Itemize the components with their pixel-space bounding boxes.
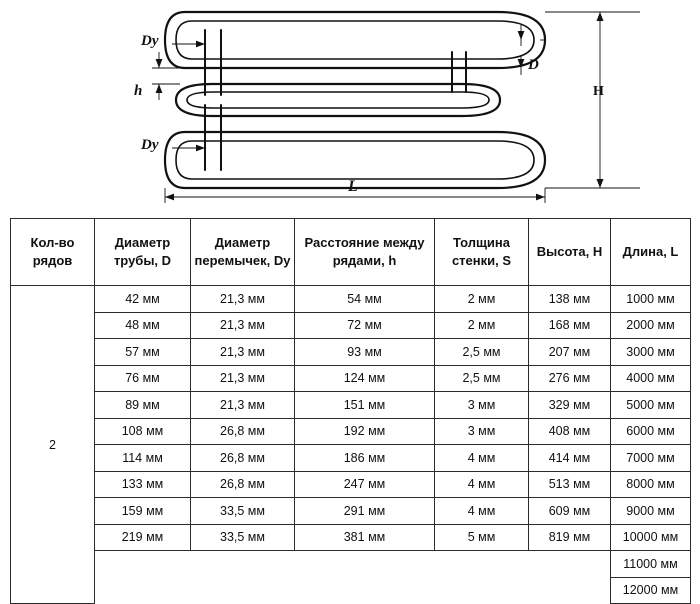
cell-pipe-diameter: 76 мм xyxy=(95,365,191,392)
dimension-arrows xyxy=(156,12,604,200)
dimension-label-d: D xyxy=(528,57,539,73)
cell-wall-thickness: 3 мм xyxy=(435,418,529,445)
spec-table-body xyxy=(11,286,691,604)
header-height: Высота, H xyxy=(529,219,611,286)
cell-row-spacing: 291 мм xyxy=(295,498,435,525)
register-drawing xyxy=(0,0,700,210)
spec-table-head xyxy=(11,219,691,286)
spec-table xyxy=(10,218,691,604)
header-pipe-diameter: Диаметр трубы, D xyxy=(95,219,191,286)
cell-wall-thickness: 4 мм xyxy=(435,498,529,525)
dimension-label-h-gap: h xyxy=(134,83,143,99)
table-row xyxy=(11,524,691,551)
cell-wall-thickness: 4 мм xyxy=(435,445,529,472)
table-row xyxy=(11,471,691,498)
spec-table-container xyxy=(10,218,690,604)
cell-row-spacing: 192 мм xyxy=(295,418,435,445)
cell-length: 2000 мм xyxy=(611,312,691,339)
cell-height: 414 мм xyxy=(529,445,611,472)
cell-length: 10000 мм xyxy=(611,524,691,551)
bottom-pipe-inner xyxy=(176,141,534,179)
cell-jumper-diameter: 21,3 мм xyxy=(191,312,295,339)
cell-wall-thickness: 4 мм xyxy=(435,471,529,498)
table-row xyxy=(11,418,691,445)
cell-row-spacing: 151 мм xyxy=(295,392,435,419)
cell-jumper-diameter: 21,3 мм xyxy=(191,339,295,366)
dimension-label-h-total: H xyxy=(593,84,604,99)
dy-leader-arrows xyxy=(196,41,205,152)
cell-wall-thickness: 3 мм xyxy=(435,392,529,419)
cell-jumper-diameter: 26,8 мм xyxy=(191,445,295,472)
dimension-label-l: L xyxy=(348,178,358,195)
cell-jumper-diameter: 26,8 мм xyxy=(191,471,295,498)
cell-row-spacing: 381 мм xyxy=(295,524,435,551)
table-row xyxy=(11,286,691,313)
header-rows-count: Кол-во рядов xyxy=(11,219,95,286)
top-pipe-inner xyxy=(176,21,534,59)
cell-pipe-diameter: 108 мм xyxy=(95,418,191,445)
table-row xyxy=(11,339,691,366)
cell-height: 408 мм xyxy=(529,418,611,445)
cell-jumper-diameter: 21,3 мм xyxy=(191,365,295,392)
table-row xyxy=(11,365,691,392)
dimension-label-dy-top: Dy xyxy=(141,33,159,49)
cell-pipe-diameter: 133 мм xyxy=(95,471,191,498)
table-header-row xyxy=(11,219,691,286)
cell-length: 12000 мм xyxy=(611,577,691,604)
cell-pipe-diameter: 57 мм xyxy=(95,339,191,366)
cell-jumper-diameter: 21,3 мм xyxy=(191,286,295,313)
header-length: Длина, L xyxy=(611,219,691,286)
cell-row-spacing: 72 мм xyxy=(295,312,435,339)
cell-length: 4000 мм xyxy=(611,365,691,392)
cell-length: 7000 мм xyxy=(611,445,691,472)
cell-length: 8000 мм xyxy=(611,471,691,498)
cell-length: 9000 мм xyxy=(611,498,691,525)
cell-length: 11000 мм xyxy=(611,551,691,578)
cell-row-spacing: 124 мм xyxy=(295,365,435,392)
cell-wall-thickness: 2,5 мм xyxy=(435,339,529,366)
header-jumper-diameter: Диаметр перемычек, Dy xyxy=(191,219,295,286)
cell-height: 276 мм xyxy=(529,365,611,392)
cell-jumper-diameter: 33,5 мм xyxy=(191,498,295,525)
dimension-label-dy-bottom: Dy xyxy=(141,137,159,153)
table-row xyxy=(11,392,691,419)
table-row xyxy=(11,551,691,578)
cell-height: 513 мм xyxy=(529,471,611,498)
cell-wall-thickness: 2 мм xyxy=(435,312,529,339)
cell-pipe-diameter: 42 мм xyxy=(95,286,191,313)
table-row xyxy=(11,498,691,525)
middle-pipe-inner xyxy=(187,92,489,108)
cell-pipe-diameter: 159 мм xyxy=(95,498,191,525)
cell-length: 6000 мм xyxy=(611,418,691,445)
cell-height: 138 мм xyxy=(529,286,611,313)
table-row xyxy=(11,577,691,604)
cell-height: 168 мм xyxy=(529,312,611,339)
cell-jumper-diameter: 26,8 мм xyxy=(191,418,295,445)
cell-height: 329 мм xyxy=(529,392,611,419)
cell-pipe-diameter: 114 мм xyxy=(95,445,191,472)
cell-wall-thickness: 5 мм xyxy=(435,524,529,551)
cell-jumper-diameter: 21,3 мм xyxy=(191,392,295,419)
cell-length: 3000 мм xyxy=(611,339,691,366)
cell-length: 1000 мм xyxy=(611,286,691,313)
cell-height: 609 мм xyxy=(529,498,611,525)
cell-length: 5000 мм xyxy=(611,392,691,419)
cell-jumper-diameter: 33,5 мм xyxy=(191,524,295,551)
header-wall-thickness: Толщина стенки, S xyxy=(435,219,529,286)
cell-row-spacing: 247 мм xyxy=(295,471,435,498)
header-row-spacing: Расстояние между рядами, h xyxy=(295,219,435,286)
cell-rows-count: 2 xyxy=(11,286,95,604)
cell-blank xyxy=(95,551,611,578)
cell-blank xyxy=(95,577,611,604)
cell-height: 207 мм xyxy=(529,339,611,366)
cell-pipe-diameter: 48 мм xyxy=(95,312,191,339)
table-row xyxy=(11,312,691,339)
cell-height: 819 мм xyxy=(529,524,611,551)
cell-row-spacing: 93 мм xyxy=(295,339,435,366)
cell-wall-thickness: 2 мм xyxy=(435,286,529,313)
cell-pipe-diameter: 219 мм xyxy=(95,524,191,551)
cell-wall-thickness: 2,5 мм xyxy=(435,365,529,392)
table-row xyxy=(11,445,691,472)
cell-row-spacing: 54 мм xyxy=(295,286,435,313)
cell-pipe-diameter: 89 мм xyxy=(95,392,191,419)
cell-row-spacing: 186 мм xyxy=(295,445,435,472)
